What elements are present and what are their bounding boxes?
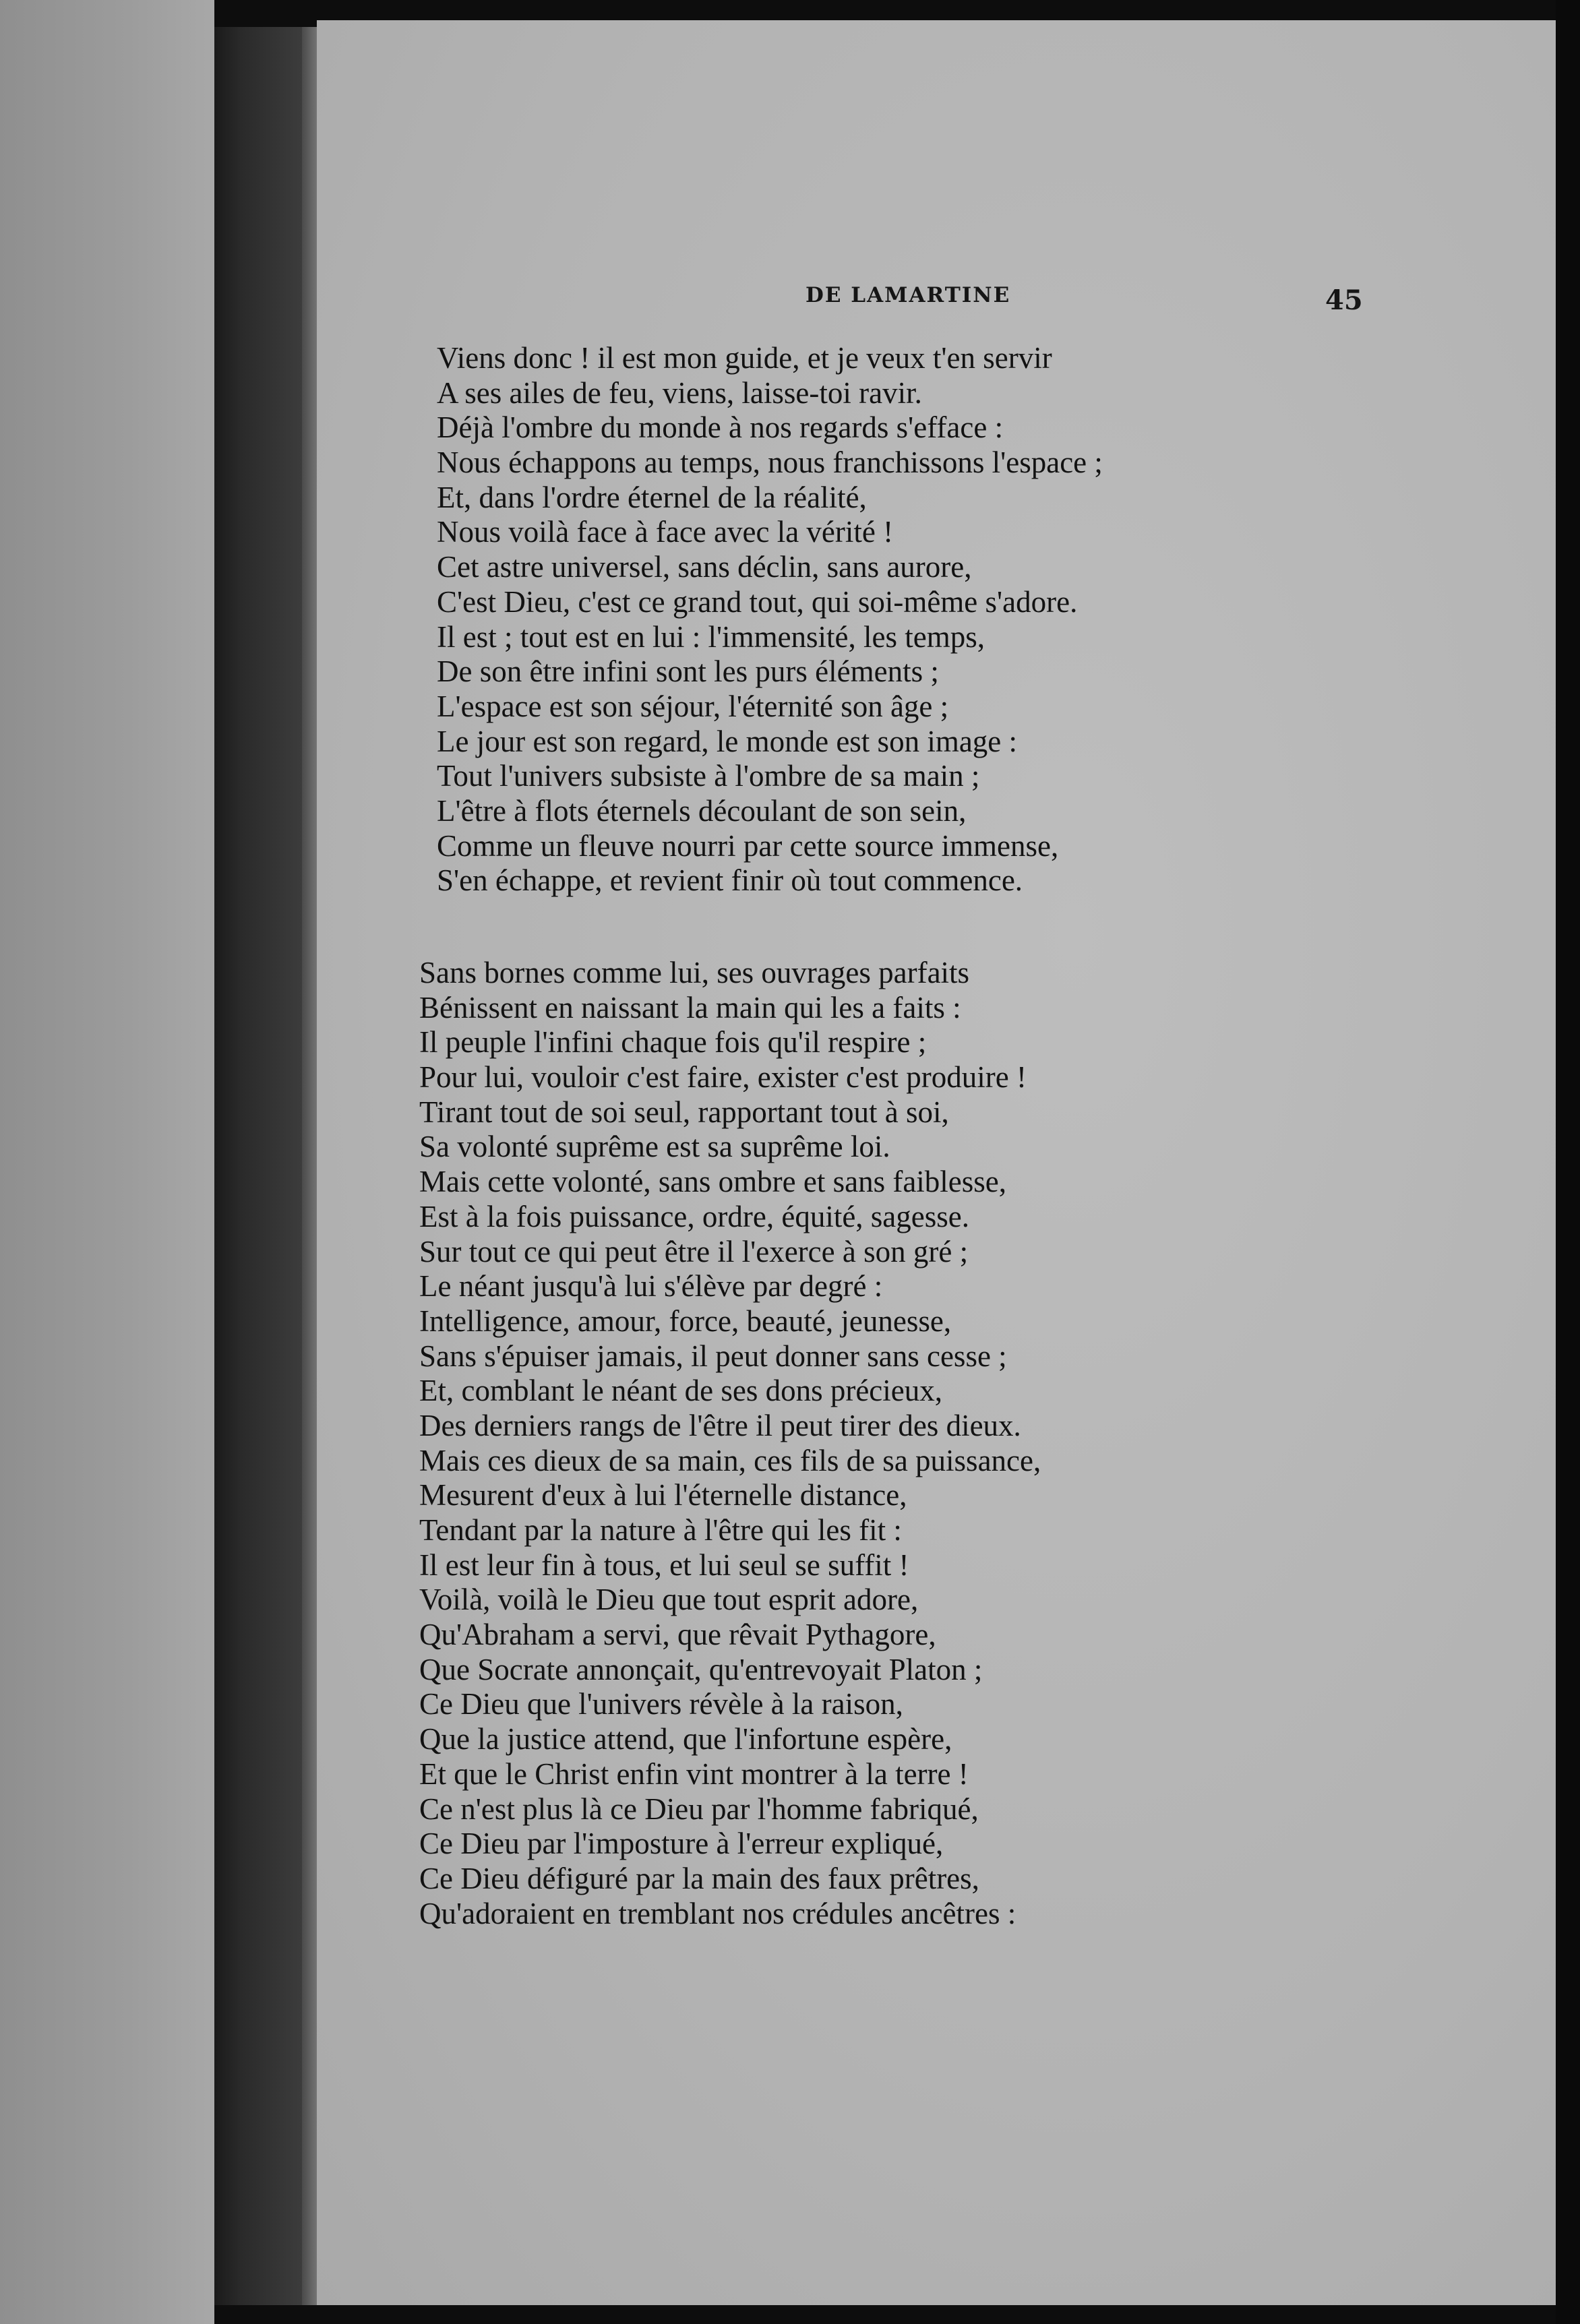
poem-line: Intelligence, amour, force, beauté, jeunesse, xyxy=(419,1304,952,1338)
poem-stanza-2 xyxy=(419,956,1041,1931)
poem-line: Et, dans l'ordre éternel de la réalité, xyxy=(437,480,867,514)
poem-line: Sans bornes comme lui, ses ouvrages parfaits xyxy=(419,956,970,989)
poem-line: Le néant jusqu'à lui s'élève par degré : xyxy=(419,1269,883,1304)
poem-line: L'espace est son séjour, l'éternité son âge ; xyxy=(437,689,949,723)
poem-line: S'en échappe, et revient finir où tout commence. xyxy=(437,863,1023,898)
poem-line: Il est ; tout est en lui : l'immensité, les temps, xyxy=(437,619,985,654)
poem-line: Ce Dieu défiguré par la main des faux prêtres, xyxy=(419,1861,979,1895)
poem-line: Sa volonté suprême est sa suprême loi. xyxy=(419,1130,890,1164)
poem-line: Que Socrate annonçait, qu'entrevoyait Platon ; xyxy=(419,1652,983,1686)
poem-line: Cet astre universel, sans déclin, sans aurore, xyxy=(437,550,972,584)
poem-line: Comme un fleuve nourri par cette source immense, xyxy=(437,828,1059,863)
poem-line: Est à la fois puissance, ordre, équité, sagesse. xyxy=(419,1199,969,1233)
poem-line: Et que le Christ enfin vint montrer à la terre ! xyxy=(419,1756,969,1791)
poem-line: Mais cette volonté, sans ombre et sans faiblesse, xyxy=(419,1165,1007,1199)
poem-line: Qu'adoraient en tremblant nos crédules ancêtres : xyxy=(419,1896,1016,1930)
poem-line: De son être infini sont les purs éléments ; xyxy=(437,654,939,689)
poem-line: Déjà l'ombre du monde à nos regards s'efface : xyxy=(437,410,1004,445)
poem-line: L'être à flots éternels découlant de son sein, xyxy=(437,793,967,828)
poem-line: Bénissent en naissant la main qui les a faits : xyxy=(419,990,961,1025)
poem-stanza-1 xyxy=(437,341,1103,898)
poem-line: Nous échappons au temps, nous franchissons l'espace ; xyxy=(437,446,1103,480)
facing-page-edge xyxy=(0,0,214,2324)
poem-line: Tendant par la nature à l'être qui les fit : xyxy=(419,1513,902,1547)
poem-line: C'est Dieu, c'est ce grand tout, qui soi-même s'adore. xyxy=(437,584,1078,619)
poem-line: Mesurent d'eux à lui l'éternelle distance, xyxy=(419,1478,907,1512)
poem-line: Il peuple l'infini chaque fois qu'il respire ; xyxy=(419,1025,927,1060)
poem-line: Sans s'épuiser jamais, il peut donner sans cesse ; xyxy=(419,1339,1007,1373)
poem-line: Et, comblant le néant de ses dons précieux, xyxy=(419,1374,943,1408)
poem-line: Nous voilà face à face avec la vérité ! xyxy=(437,515,894,549)
poem-line: Que la justice attend, que l'infortune espère, xyxy=(419,1722,952,1756)
poem-line: Tout l'univers subsiste à l'ombre de sa main ; xyxy=(437,759,980,793)
poem-line: Ce Dieu que l'univers révèle à la raison, xyxy=(419,1687,903,1721)
poem-line: Des derniers rangs de l'être il peut tirer des dieux. xyxy=(419,1408,1021,1442)
poem-line: A ses ailes de feu, viens, laisse-toi ravir. xyxy=(437,375,922,410)
poem-line: Ce Dieu par l'imposture à l'erreur expliqué, xyxy=(419,1827,944,1861)
poem-line: Tirant tout de soi seul, rapportant tout à soi, xyxy=(419,1095,949,1129)
page-number: 45 xyxy=(1325,284,1363,316)
poem-line: Pour lui, vouloir c'est faire, exister c'est produire ! xyxy=(419,1060,1027,1095)
poem-line: Viens donc ! il est mon guide, et je veux t'en servir xyxy=(437,341,1052,375)
poem-line: Voilà, voilà le Dieu que tout esprit adore, xyxy=(419,1583,919,1617)
poem-line: Il est leur fin à tous, et lui seul se suffit ! xyxy=(419,1548,909,1582)
scan-right-edge xyxy=(1556,0,1580,2324)
poem-line: Ce n'est plus là ce Dieu par l'homme fabriqué, xyxy=(419,1792,979,1826)
poem-line: Sur tout ce qui peut être il l'exerce à son gré ; xyxy=(419,1234,969,1268)
poem-line: Qu'Abraham a servi, que rêvait Pythagore, xyxy=(419,1618,936,1652)
poem-line: Mais ces dieux de sa main, ces fils de sa puissance, xyxy=(419,1443,1041,1477)
running-head: DE LAMARTINE xyxy=(806,283,1011,307)
book-gutter-shadow xyxy=(214,27,302,2305)
poem-line: Le jour est son regard, le monde est son image : xyxy=(437,724,1018,758)
